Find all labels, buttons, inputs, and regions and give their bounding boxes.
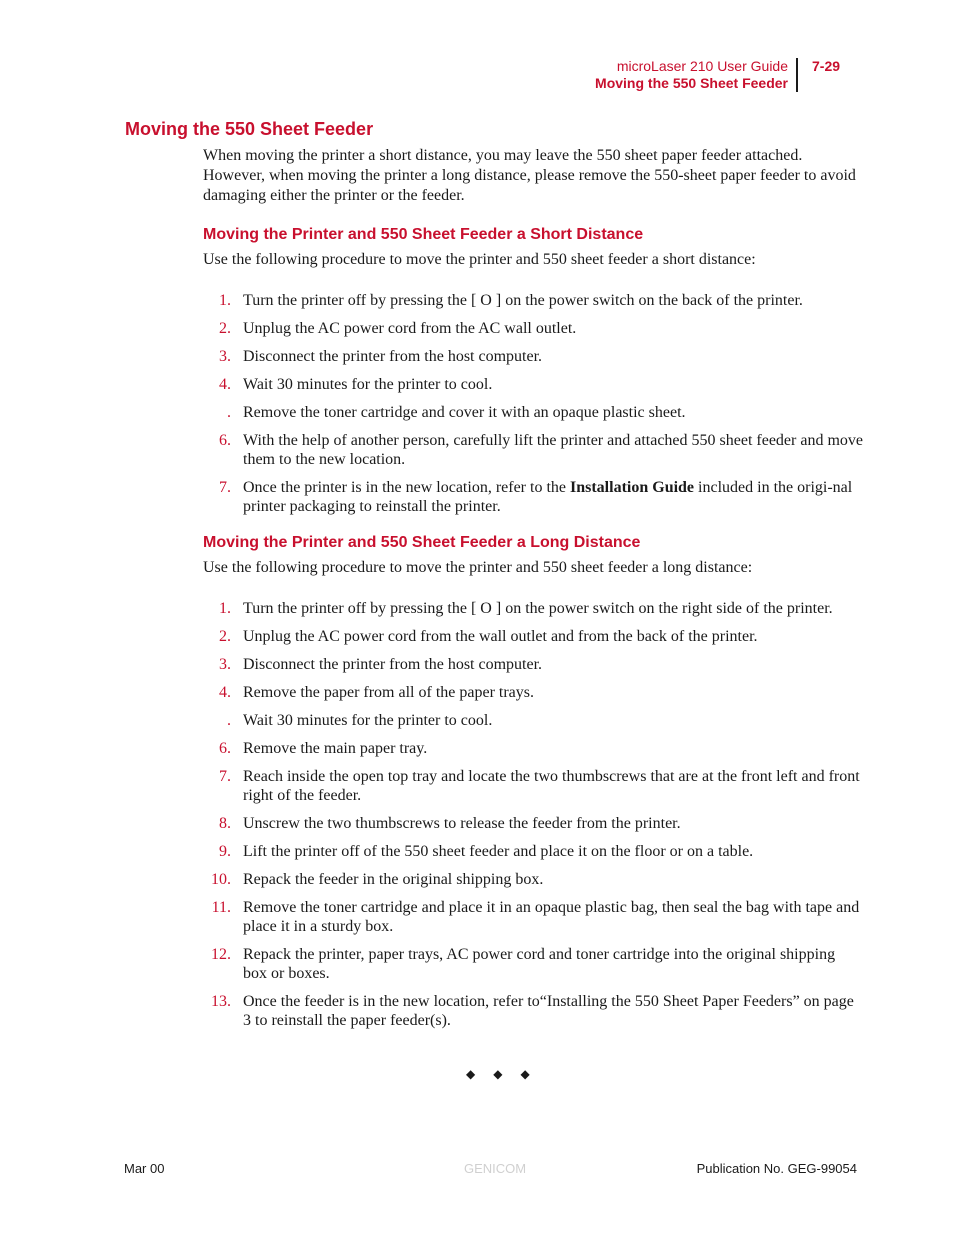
running-header xyxy=(595,58,798,92)
step-text: Disconnect the printer from the host computer. xyxy=(243,656,543,673)
short-distance-heading: Moving the Printer and 550 Sheet Feeder a Short Distance xyxy=(203,226,644,243)
list-item xyxy=(203,898,863,936)
step-number: 9. xyxy=(219,843,231,860)
step-number: 4. xyxy=(219,376,231,393)
short-distance-lead: Use the following procedure to move the printer and 550 sheet feeder a short distance: xyxy=(203,251,756,268)
long-distance-heading: Moving the Printer and 550 Sheet Feeder a Long Distance xyxy=(203,534,641,551)
step-number: 3. xyxy=(219,656,231,673)
step-number: 12. xyxy=(211,946,231,963)
page-number: 7-29 xyxy=(812,58,841,74)
step-text: Wait 30 minutes for the printer to cool. xyxy=(243,712,493,729)
step-text: Disconnect the printer from the host computer. xyxy=(243,348,543,365)
section-title: Moving the 550 Sheet Feeder xyxy=(595,75,788,91)
guide-title: microLaser 210 User Guide xyxy=(616,58,788,74)
list-item xyxy=(203,403,863,422)
list-item xyxy=(203,478,863,516)
step-text: Unscrew the two thumbscrews to release the feeder from the printer. xyxy=(243,815,681,832)
step-text: Repack the printer, paper trays, AC power cord and toner cartridge into the original shipping box or boxes. xyxy=(243,946,836,982)
list-item xyxy=(203,814,863,833)
step-number: 6. xyxy=(219,740,231,757)
intro-paragraph: When moving the printer a short distance, you may leave the 550 sheet paper feeder attached. However, when moving the printer a long distance, please remove the 550-sheet paper feeder to avoid damaging either the printer or the feeder. xyxy=(203,147,856,204)
list-item xyxy=(203,739,863,758)
list-item xyxy=(203,655,863,674)
list-item xyxy=(203,347,863,366)
step-text: Turn the printer off by pressing the [ O ] on the power switch on the back of the printer. xyxy=(243,292,803,309)
list-item xyxy=(203,870,863,889)
short-distance-steps xyxy=(203,291,863,525)
long-distance-lead: Use the following procedure to move the printer and 550 sheet feeder a long distance: xyxy=(203,559,753,576)
step-number: 11. xyxy=(211,899,231,916)
page-title: Moving the 550 Sheet Feeder xyxy=(125,119,374,139)
step-text: Remove the toner cartridge and place it in an opaque plastic bag, then seal the bag with tape and place it in a sturdy box. xyxy=(243,899,860,935)
list-item xyxy=(203,683,863,702)
step-number: 1. xyxy=(219,600,231,617)
step-number: 1. xyxy=(219,292,231,309)
step-number: 7. xyxy=(219,768,231,785)
step-text: Remove the paper from all of the paper trays. xyxy=(243,684,534,701)
step-number: 6. xyxy=(219,432,231,449)
step-number: . xyxy=(227,404,231,421)
step-text: Repack the feeder in the original shipping box. xyxy=(243,871,544,888)
step-number: 2. xyxy=(219,628,231,645)
step-text: Unplug the AC power cord from the AC wall outlet. xyxy=(243,320,577,337)
step-text-before: Once the printer is in the new location, refer to the xyxy=(243,479,570,496)
step-text-after: included in the origi-nal printer packaging to reinstall the printer. xyxy=(243,479,853,515)
step-number: 8. xyxy=(219,815,231,832)
list-item xyxy=(203,319,863,338)
step-text: Remove the main paper tray. xyxy=(243,740,428,757)
footer-publication-number: Publication No. GEG-99054 xyxy=(696,1161,857,1176)
step-text: Turn the printer off by pressing the [ O ] on the power switch on the right side of the printer. xyxy=(243,600,833,617)
step-number: 13. xyxy=(211,993,231,1010)
step-text: Reach inside the open top tray and locate the two thumbscrews that are at the front left and front right of the feeder. xyxy=(243,768,860,804)
list-item xyxy=(203,992,863,1030)
list-item xyxy=(203,599,863,618)
list-item xyxy=(203,627,863,646)
installation-guide-reference: Installation Guide xyxy=(570,479,695,496)
step-text: With the help of another person, carefully lift the printer and attached 550 sheet feeder and move them to the new location. xyxy=(243,432,863,468)
list-item xyxy=(203,945,863,983)
list-item xyxy=(203,842,863,861)
step-number: 2. xyxy=(219,320,231,337)
list-item xyxy=(203,711,863,730)
step-number: 4. xyxy=(219,684,231,701)
list-item xyxy=(203,431,863,469)
step-number: 10. xyxy=(211,871,231,888)
step-number: 3. xyxy=(219,348,231,365)
step-text: Unplug the AC power cord from the wall outlet and from the back of the printer. xyxy=(243,628,758,645)
end-of-section-mark: ◆◆◆ xyxy=(466,1067,548,1081)
step-text: Wait 30 minutes for the printer to cool. xyxy=(243,376,493,393)
step-text: Remove the toner cartridge and cover it with an opaque plastic sheet. xyxy=(243,404,686,421)
list-item xyxy=(203,375,863,394)
step-number: 7. xyxy=(219,479,231,496)
list-item xyxy=(203,767,863,805)
long-distance-steps xyxy=(203,599,863,1039)
step-number: . xyxy=(227,712,231,729)
footer-date: Mar 00 xyxy=(124,1161,165,1176)
list-item xyxy=(203,291,863,310)
footer-watermark: GENICOM xyxy=(464,1161,527,1176)
step-text: Lift the printer off of the 550 sheet feeder and place it on the floor or on a table. xyxy=(243,843,754,860)
step-text: Once the feeder is in the new location, refer to“Installing the 550 Sheet Paper Feeders” on page 3 to reinstall the paper feeder(s). xyxy=(243,993,854,1029)
